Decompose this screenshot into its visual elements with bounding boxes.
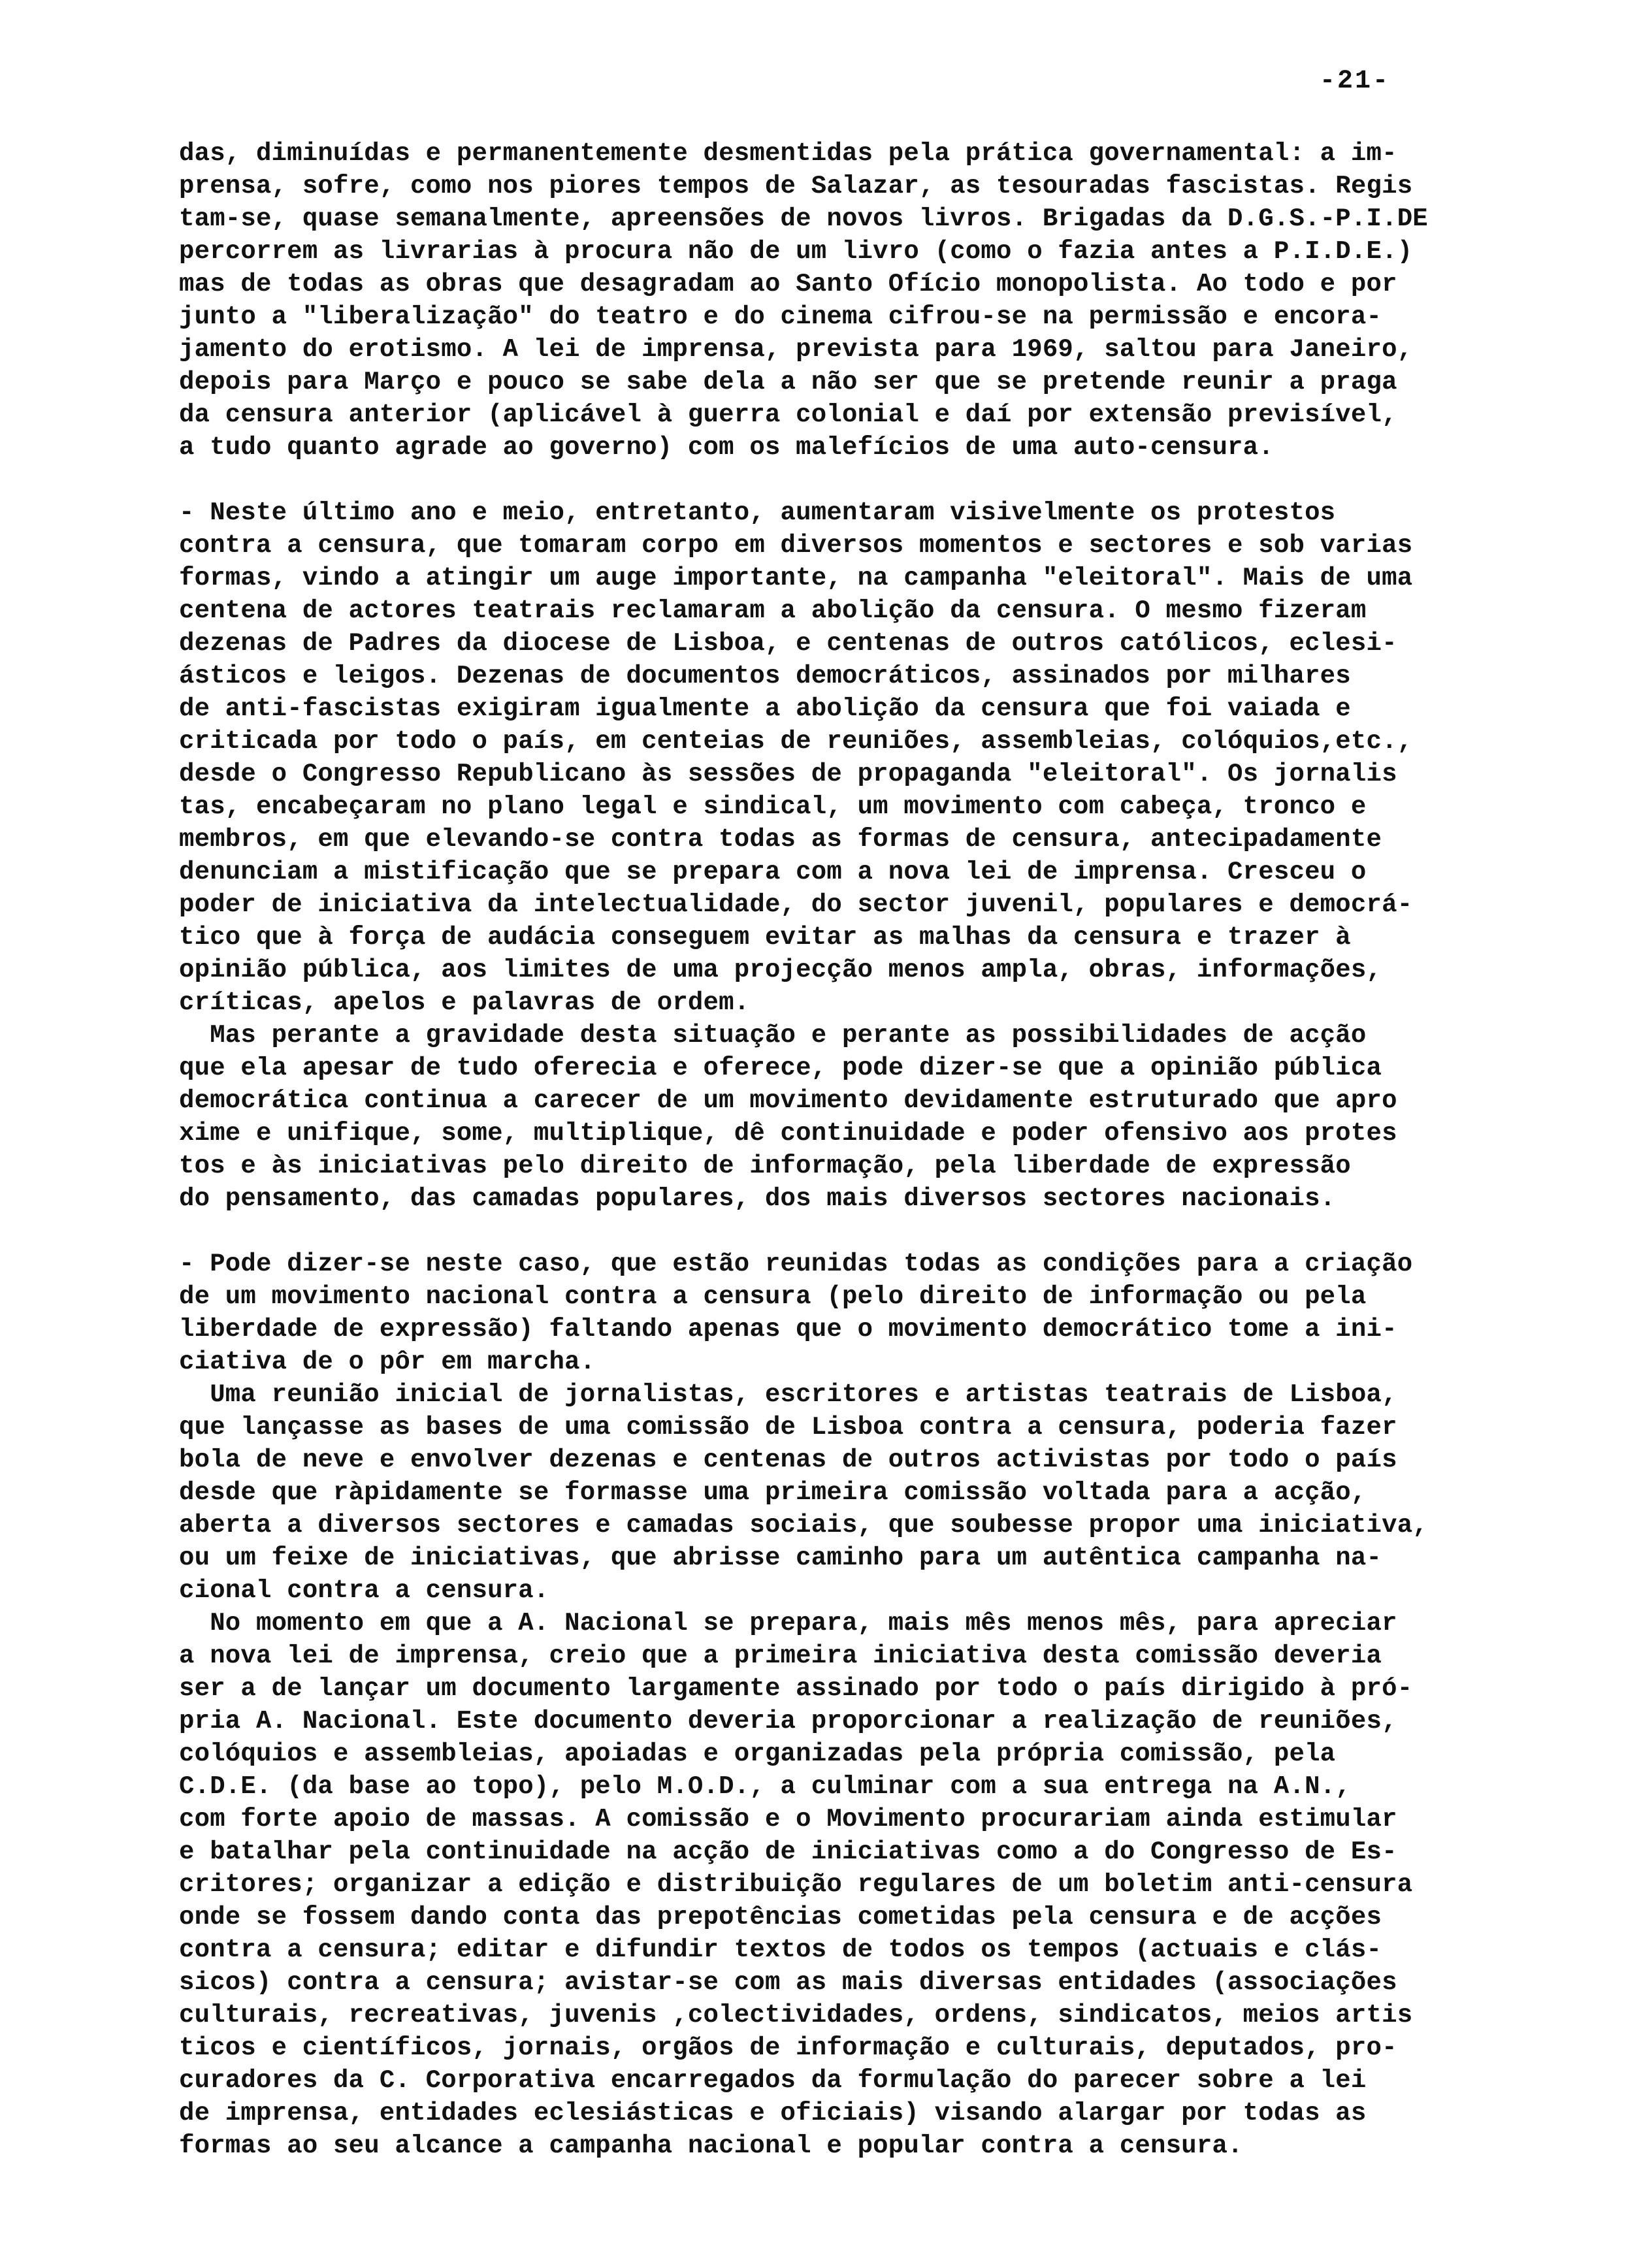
text-line: formas, vindo a atingir um auge importante, na campanha "eleitoral". Mais de uma <box>179 564 1413 592</box>
text-line: desde que ràpidamente se formasse uma primeira comissão voltada para a acção, <box>179 1478 1367 1507</box>
text-line: de um movimento nacional contra a censura (pelo direito de informação ou pela <box>179 1282 1367 1311</box>
text-line: que ela apesar de tudo oferecia e oferece, pode dizer-se que a opinião pública <box>179 1054 1382 1082</box>
text-line: da censura anterior (aplicável à guerra colonial e daí por extensão previsível, <box>179 400 1397 429</box>
text-line: bola de neve e envolver dezenas e centenas de outros activistas por todo o país <box>179 1446 1397 1474</box>
text-line: xime e unifique, some, multiplique, dê continuidade e poder ofensivo aos protes <box>179 1119 1397 1148</box>
text-line: tos e às iniciativas pelo direito de informação, pela liberdade de expressão <box>179 1152 1351 1180</box>
text-line: ser a de lançar um documento largamente assinado por todo o país dirigido à pró- <box>179 1674 1413 1703</box>
text-line: poder de iniciativa da intelectualidade, do sector juvenil, populares e democrá- <box>179 890 1413 919</box>
text-line: desde o Congresso Republicano às sessões de propaganda "eleitoral". Os jornalis <box>179 760 1397 788</box>
text-line: curadores da C. Corporativa encarregados da formulação do parecer sobre a lei <box>179 2066 1367 2095</box>
text-line: No momento em que a A. Nacional se prepara, mais mês menos mês, para apreciar <box>179 1609 1397 1638</box>
text-line: que lançasse as bases de uma comissão de Lisboa contra a censura, poderia fazer <box>179 1413 1397 1442</box>
text-line: ciativa de o pôr em marcha. <box>179 1348 596 1376</box>
text-line: de anti-fascistas exigiram igualmente a abolição da censura que foi vaiada e <box>179 694 1351 723</box>
text-line: tas, encabeçaram no plano legal e sindical, um movimento com cabeça, tronco e <box>179 792 1367 821</box>
paragraph <box>179 1248 1603 2162</box>
text-line: junto a "liberalização" do teatro e do cinema cifrou-se na permissão e encora- <box>179 302 1382 331</box>
text-line: ásticos e leigos. Dezenas de documentos democráticos, assinados por milhares <box>179 662 1351 690</box>
text-line: percorrem as livrarias à procura não de um livro (como o fazia antes a P.I.D.E.) <box>179 237 1413 266</box>
text-line: ticos e científicos, jornais, orgãos de informação e culturais, deputados, pro- <box>179 2033 1397 2062</box>
text-line: a tudo quanto agrade ao governo) com os malefícios de uma auto-censura. <box>179 433 1274 462</box>
text-line: prensa, sofre, como nos piores tempos de Salazar, as tesouradas fascistas. Regis <box>179 172 1413 201</box>
text-line: onde se fossem dando conta das prepotências cometidas pela censura e de acções <box>179 1903 1382 1932</box>
text-line: liberdade de expressão) faltando apenas que o movimento democrático tome a ini- <box>179 1315 1397 1344</box>
text-line: culturais, recreativas, juvenis ,colectividades, ordens, sindicatos, meios artis <box>179 2001 1413 2030</box>
text-line: críticas, apelos e palavras de ordem. <box>179 988 750 1017</box>
text-line: opinião pública, aos limites de uma projecção menos ampla, obras, informações, <box>179 956 1382 984</box>
text-line: e batalhar pela continuidade na acção de iniciativas como a do Congresso de Es- <box>179 1838 1397 1866</box>
text-line: contra a censura; editar e difundir textos de todos os tempos (actuais e clás- <box>179 1936 1382 1964</box>
paragraph-gap <box>179 464 1603 496</box>
text-line: pria A. Nacional. Este documento deveria proporcionar a realização de reuniões, <box>179 1707 1397 1736</box>
page-number: -21- <box>1320 67 1391 96</box>
text-line: - Neste último ano e meio, entretanto, aumentaram visivelmente os protestos <box>179 498 1336 527</box>
text-line: dezenas de Padres da diocese de Lisboa, e centenas de outros católicos, eclesi- <box>179 629 1397 658</box>
text-line: Mas perante a gravidade desta situação e perante as possibilidades de acção <box>179 1021 1367 1050</box>
text-line: de imprensa, entidades eclesiásticas e oficiais) visando alargar por todas as <box>179 2099 1367 2128</box>
text-line: cional contra a censura. <box>179 1576 549 1605</box>
text-line: Uma reunião inicial de jornalistas, escritores e artistas teatrais de Lisboa, <box>179 1380 1397 1409</box>
paragraph <box>179 137 1603 464</box>
text-line: contra a censura, que tomaram corpo em diversos momentos e sectores e sob varias <box>179 531 1413 560</box>
text-line: aberta a diversos sectores e camadas sociais, que soubesse propor uma iniciativa, <box>179 1511 1428 1540</box>
text-line: denunciam a mistificação que se prepara com a nova lei de imprensa. Cresceu o <box>179 858 1367 886</box>
text-line: jamento do erotismo. A lei de imprensa, prevista para 1969, saltou para Janeiro, <box>179 335 1413 364</box>
text-line: das, diminuídas e permanentemente desmentidas pela prática governamental: a im- <box>179 139 1397 168</box>
paragraph <box>179 496 1603 1215</box>
text-line: democrática continua a carecer de um movimento devidamente estruturado que apro <box>179 1086 1397 1115</box>
text-line: centena de actores teatrais reclamaram a abolição da censura. O mesmo fizeram <box>179 596 1367 625</box>
text-line: criticada por todo o país, em centeias de reuniões, assembleias, colóquios,etc., <box>179 727 1413 756</box>
text-line: com forte apoio de massas. A comissão e o Movimento procurariam ainda estimular <box>179 1805 1397 1834</box>
text-line: ou um feixe de iniciativas, que abrisse caminho para um autêntica campanha na- <box>179 1544 1382 1572</box>
text-line: do pensamento, das camadas populares, dos mais diversos sectores nacionais. <box>179 1184 1336 1213</box>
text-line: a nova lei de imprensa, creio que a primeira iniciativa desta comissão deveria <box>179 1642 1382 1670</box>
text-line: C.D.E. (da base ao topo), pelo M.O.D., a culminar com a sua entrega na A.N., <box>179 1772 1351 1801</box>
text-line: membros, em que elevando-se contra todas as formas de censura, antecipadamente <box>179 825 1382 854</box>
paragraph-gap <box>179 1215 1603 1248</box>
text-line: - Pode dizer-se neste caso, que estão reunidas todas as condições para a criação <box>179 1250 1413 1278</box>
text-line: depois para Março e pouco se sabe dela a não ser que se pretende reunir a praga <box>179 368 1397 397</box>
document-body <box>179 137 1603 2162</box>
text-line: critores; organizar a edição e distribuição regulares de um boletim anti-censura <box>179 1870 1413 1899</box>
text-line: formas ao seu alcance a campanha nacional e popular contra a censura. <box>179 2131 1243 2160</box>
text-line: tam-se, quase semanalmente, apreensões de novos livros. Brigadas da D.G.S.-P.I.DE <box>179 204 1428 233</box>
text-line: sicos) contra a censura; avistar-se com as mais diversas entidades (associações <box>179 1968 1397 1997</box>
text-line: colóquios e assembleias, apoiadas e organizadas pela própria comissão, pela <box>179 1740 1336 1768</box>
text-line: tico que à força de audácia conseguem evitar as malhas da censura e trazer à <box>179 923 1351 952</box>
text-line: mas de todas as obras que desagradam ao Santo Ofício monopolista. Ao todo e por <box>179 270 1397 299</box>
